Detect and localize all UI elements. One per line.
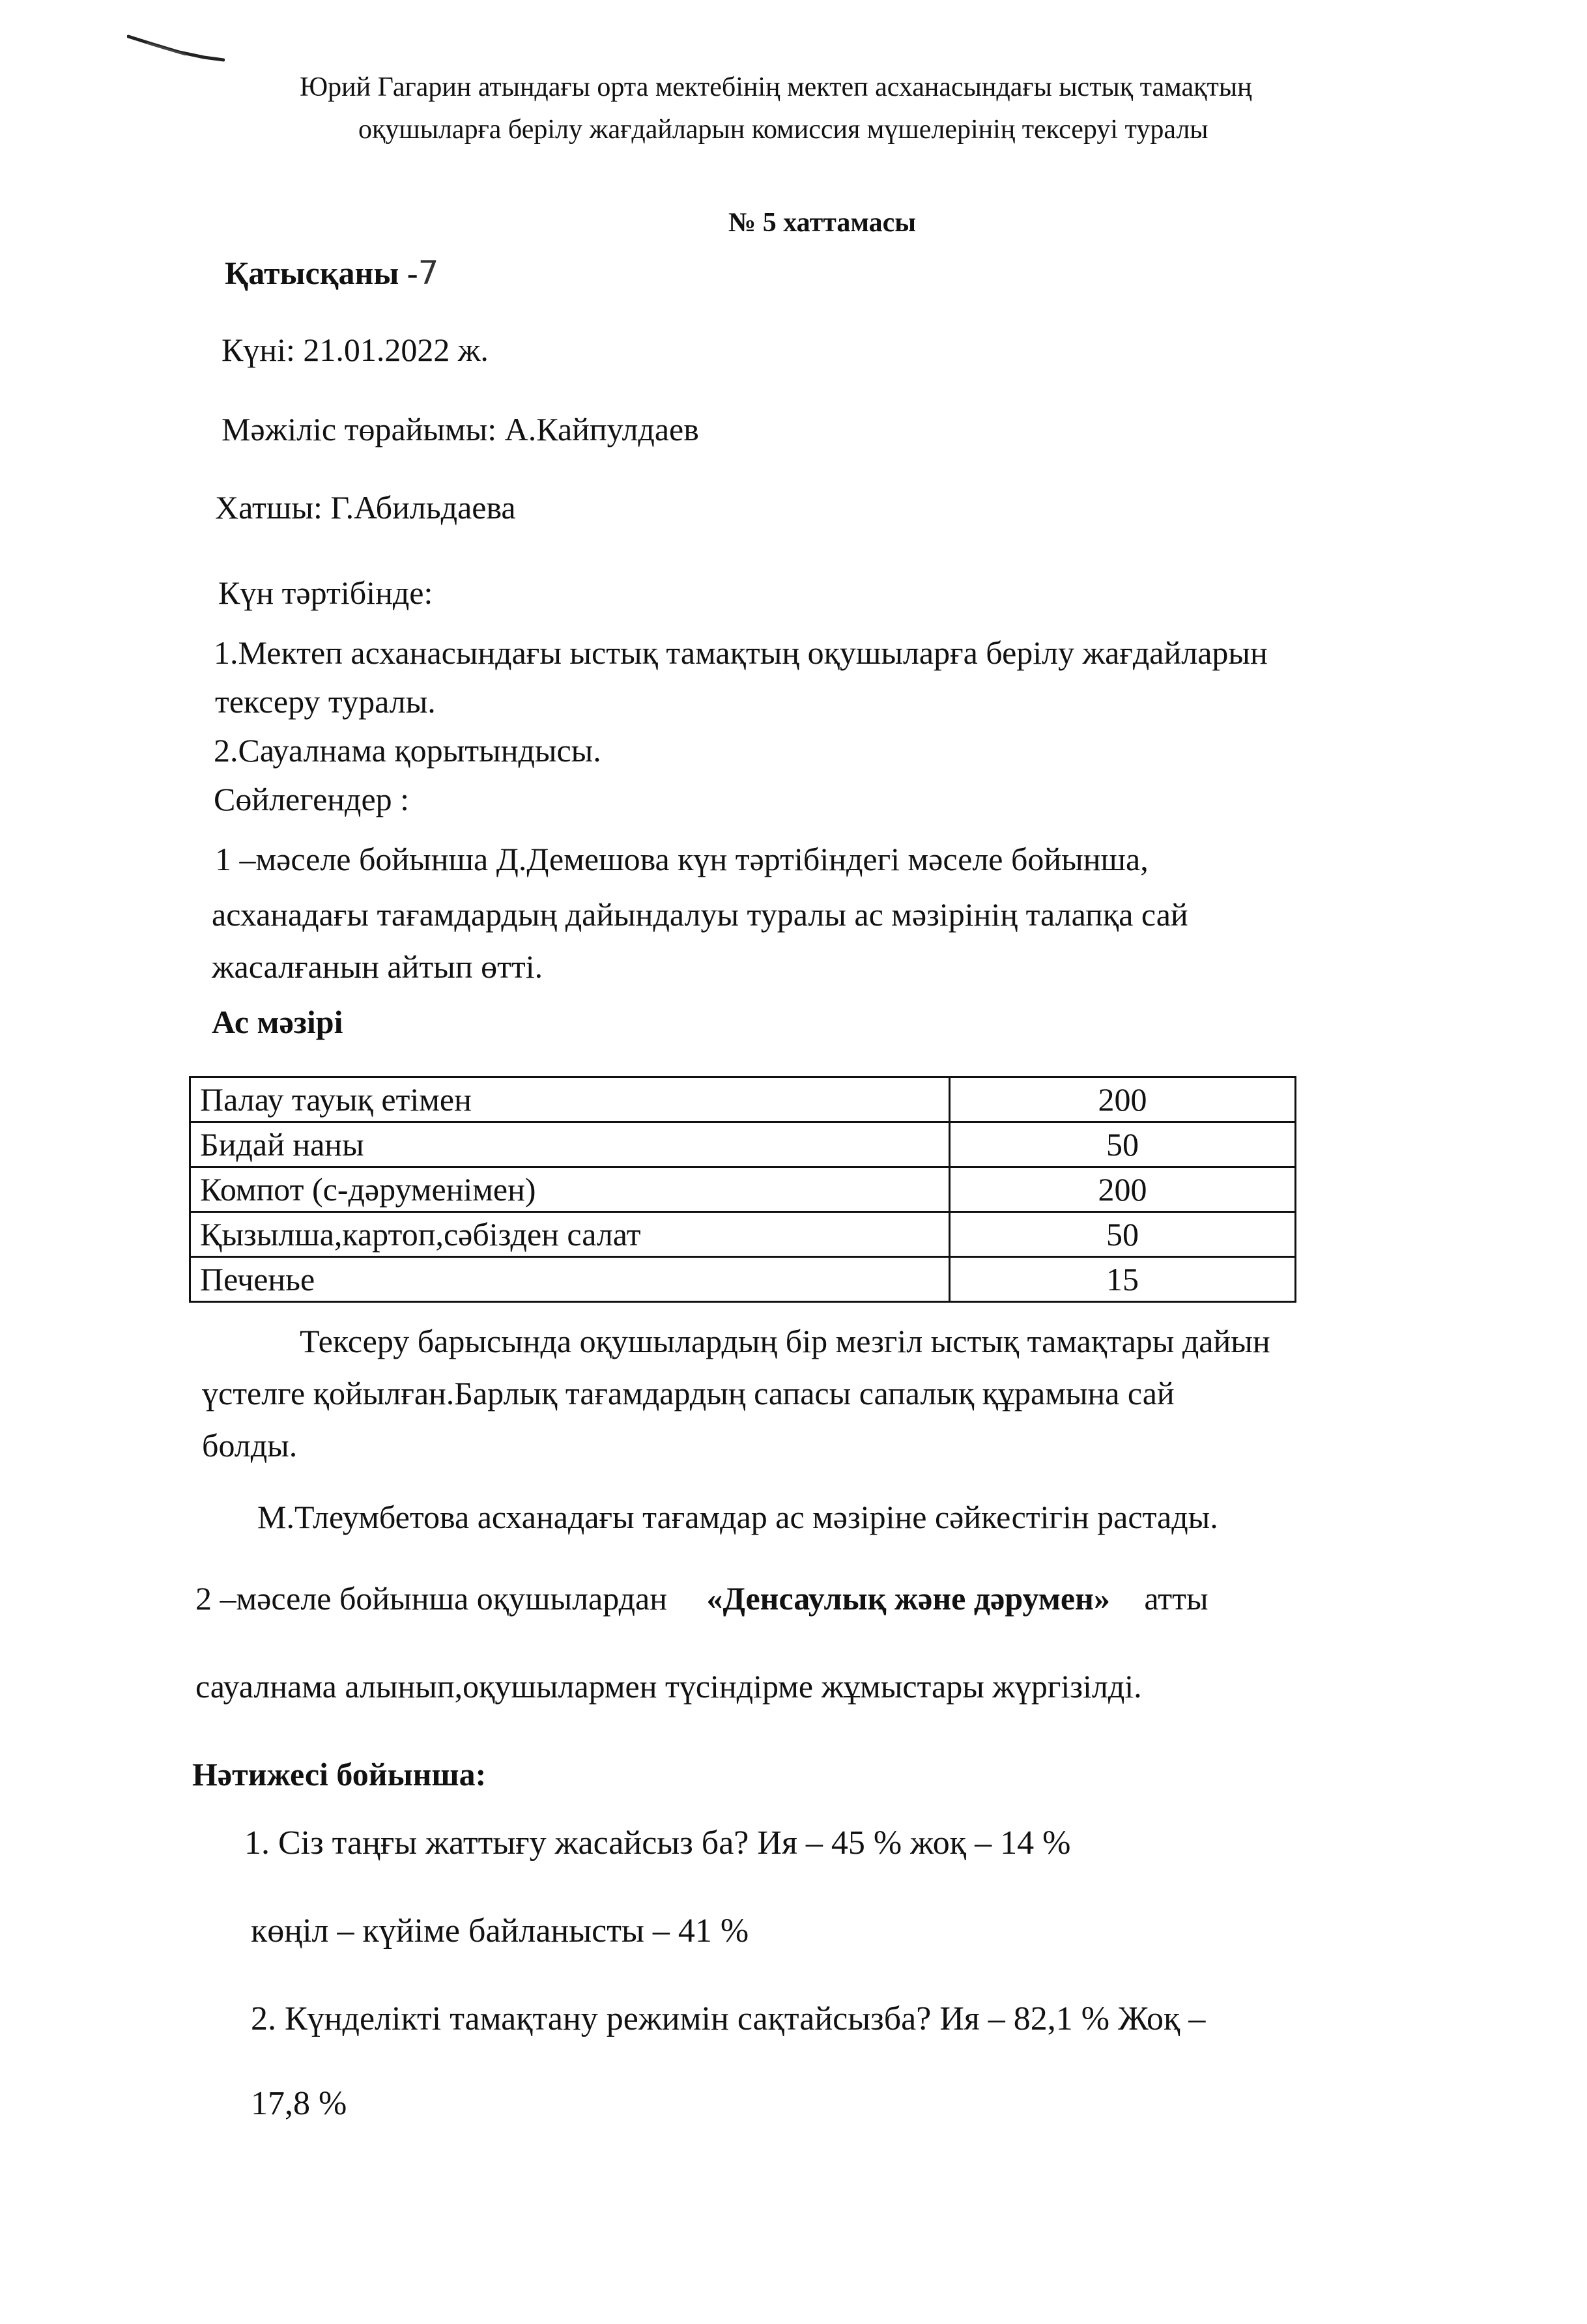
- agenda-item-2: 2.Сауалнама қорытындысы.: [214, 732, 601, 769]
- agenda-item-1-cont: тексеру туралы.: [215, 683, 436, 720]
- menu-row: [190, 1122, 1296, 1167]
- menu-amount: 200: [950, 1167, 1296, 1212]
- issue1-line2: асханадағы тағамдардың дайындалуы туралы ас мәзірінің талапқа сай: [212, 896, 1188, 933]
- secretary-line: Хатшы: Г.Абильдаева: [215, 489, 516, 526]
- menu-amount: 50: [950, 1212, 1296, 1257]
- issue2-prefix: 2 –мәселе бойынша оқушылардан: [195, 1580, 667, 1617]
- menu-row: [190, 1167, 1296, 1212]
- menu-row: [190, 1077, 1296, 1122]
- menu-amount: 50: [950, 1122, 1296, 1167]
- menu-item: Бидай наны: [190, 1122, 950, 1167]
- survey-question-2-cont: 17,8 %: [251, 2085, 347, 2122]
- date-line: Күні: 21.01.2022 ж.: [222, 332, 489, 368]
- attendance-label: Қатысқаны -: [225, 255, 418, 291]
- chair-line: Мәжіліс төрайымы: А.Кайпулдаев: [222, 411, 699, 447]
- agenda-item-1: 1.Мектеп асханасындағы ыстық тамақтың оқушыларға берілу жағдайларын: [214, 634, 1268, 671]
- menu-title: Ас мәзірі: [212, 1004, 343, 1040]
- survey-question-1: 1. Сіз таңғы жаттығу жасайсыз ба? Ия – 45 % жоқ – 14 %: [244, 1824, 1071, 1862]
- issue2-line1: [195, 1580, 1208, 1617]
- inspection-line2: үстелге қойылған.Барлық тағамдардың сапасы сапалық құрамына сай: [202, 1375, 1175, 1411]
- issue2-line2: сауалнама алынып,оқушылармен түсіндірме жұмыстары жүргізілді.: [195, 1668, 1142, 1705]
- menu-item: Печенье: [190, 1257, 950, 1302]
- results-heading: Нәтижесі бойынша:: [192, 1756, 487, 1793]
- protocol-title: № 5 хаттамасы: [728, 208, 917, 238]
- menu-item: Палау тауық етімен: [190, 1077, 950, 1122]
- survey-question-2: 2. Күнделікті тамақтану режимін сақтайсызба? Ия – 82,1 % Жоқ –: [251, 2000, 1206, 2037]
- header-line-1: Юрий Гагарин атындағы орта мектебінің мектеп асханасындағы ыстық тамақтың: [300, 72, 1252, 102]
- speakers-label: Сөйлегендер :: [214, 781, 410, 817]
- survey-name: «Денсаулық және дәрумен»: [706, 1580, 1110, 1617]
- menu-item: Компот (с-дәруменімен): [190, 1167, 950, 1212]
- menu-table: [189, 1076, 1296, 1303]
- attendance-line: [225, 254, 438, 292]
- inspection-line3: болды.: [202, 1427, 298, 1464]
- menu-item: Қызылша,картоп,сәбізден салат: [190, 1212, 950, 1257]
- issue1-line1: 1 –мәселе бойынша Д.Демешова күн тәртібіндегі мәселе бойынша,: [215, 841, 1149, 877]
- issue1-line3: жасалғанын айтып өтті.: [212, 948, 543, 985]
- issue2-suffix: атты: [1144, 1580, 1208, 1617]
- header-line-2: оқушыларға берілу жағдайларын комиссия мүшелерінің тексеруі туралы: [358, 115, 1208, 145]
- menu-amount: 15: [950, 1257, 1296, 1302]
- survey-question-1-cont: көңіл – күйіме байланысты – 41 %: [251, 1912, 749, 1949]
- menu-row: [190, 1257, 1296, 1302]
- confirmation-line: М.Тлеумбетова асханадағы тағамдар ас мәзіріне сәйкестігін растады.: [257, 1499, 1218, 1535]
- menu-amount: 200: [950, 1077, 1296, 1122]
- menu-row: [190, 1212, 1296, 1257]
- inspection-line1: Тексеру барысында оқушылардың бір мезгіл ыстық тамақтары дайын: [300, 1323, 1270, 1359]
- agenda-heading: Күн тәртібінде:: [218, 574, 433, 611]
- attendance-value: 7: [418, 254, 439, 292]
- pen-stroke-mark: [127, 25, 225, 64]
